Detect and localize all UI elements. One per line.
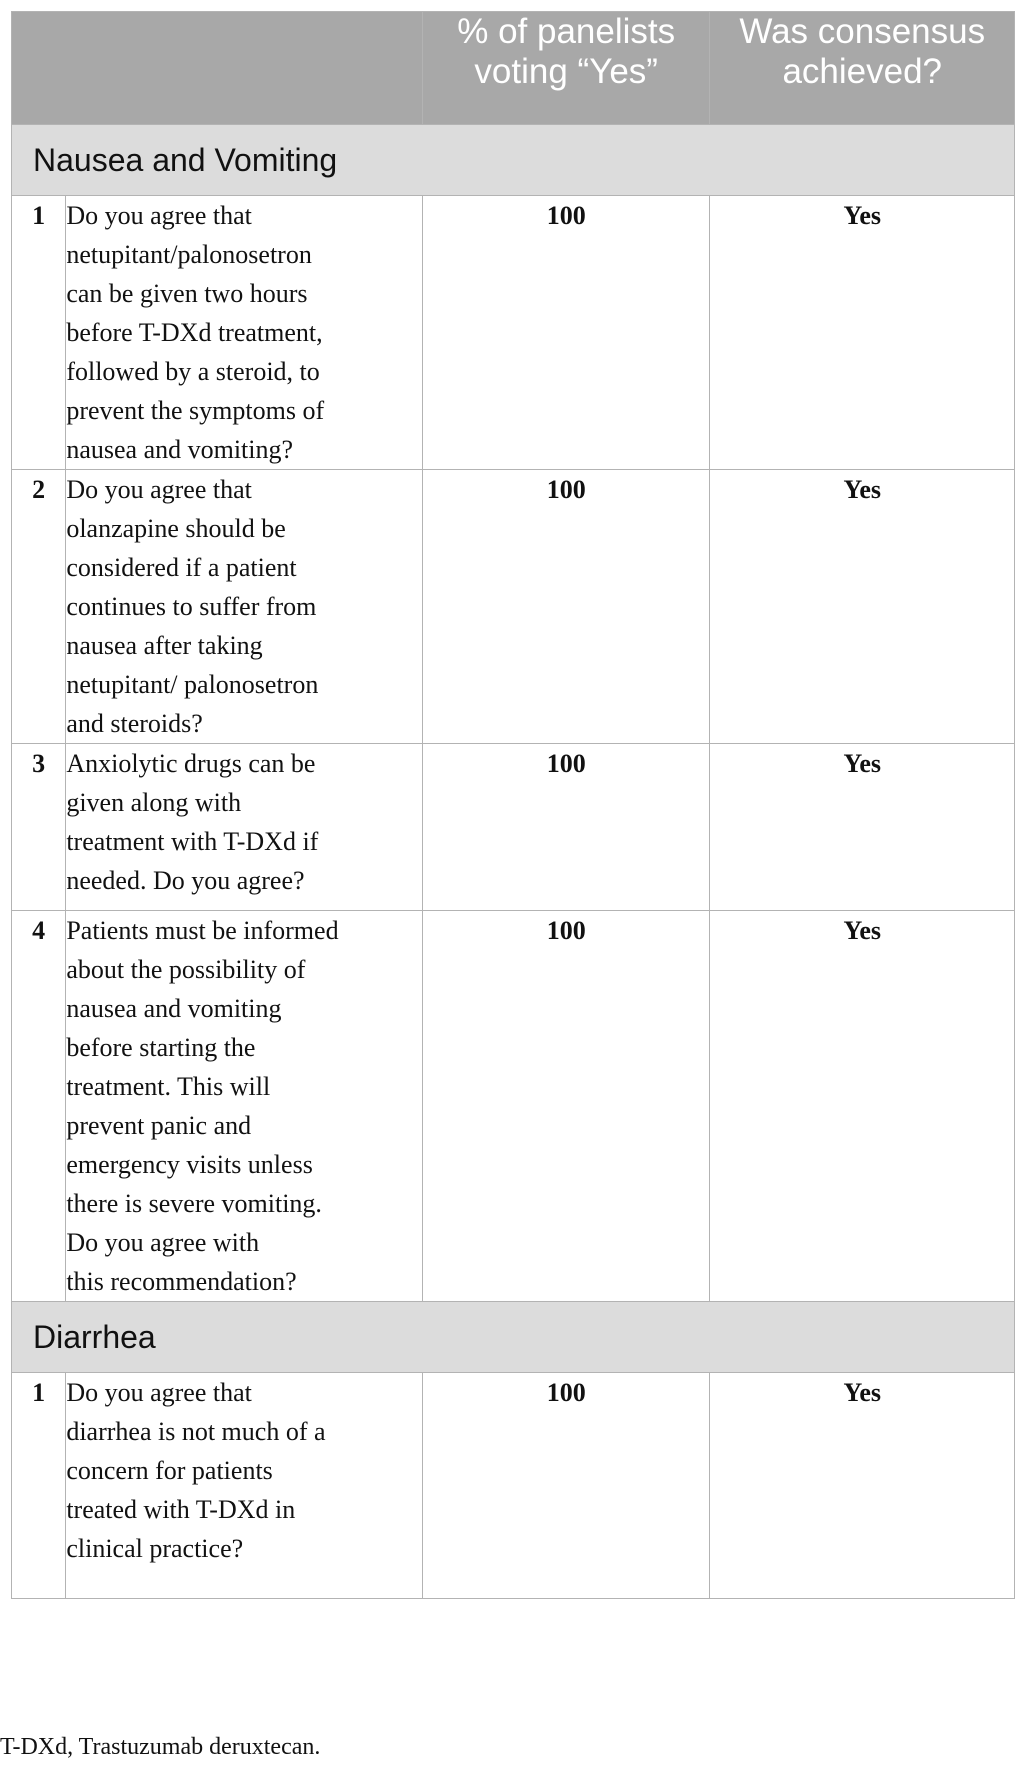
percent-yes-value: 100	[422, 196, 710, 470]
consensus-value: Yes	[710, 470, 1015, 744]
table-footnote: T-DXd, Trastuzumab deruxtecan.	[0, 1734, 321, 1760]
header-percent-yes: % of panelists voting “Yes”	[422, 12, 710, 125]
header-consensus-achieved: Was consensus achieved?	[710, 12, 1015, 125]
row-number: 1	[12, 1373, 66, 1599]
percent-yes-value: 100	[422, 911, 710, 1302]
header-blank-cell	[12, 12, 423, 125]
percent-yes-value: 100	[422, 1373, 710, 1599]
table-row	[12, 196, 1015, 470]
question-text: Do you agree that olanzapine should be considered if a patient continues to suffer from nausea after taking netupitant/ palonosetron and steroids?	[66, 470, 423, 744]
row-number: 1	[12, 196, 66, 470]
section-row-diarrhea	[12, 1302, 1015, 1373]
consensus-table	[11, 11, 1015, 1599]
question-text: Patients must be informed about the possibility of nausea and vomiting before starting the treatment. This will prevent panic and emergency visits unless there is severe vomiting. Do you agree with this recommendation?	[66, 911, 423, 1302]
consensus-value: Yes	[710, 744, 1015, 911]
percent-yes-value: 100	[422, 744, 710, 911]
percent-yes-value: 100	[422, 470, 710, 744]
row-number: 4	[12, 911, 66, 1302]
consensus-value: Yes	[710, 196, 1015, 470]
section-title: Nausea and Vomiting	[12, 125, 1015, 196]
table-row	[12, 744, 1015, 911]
row-number: 3	[12, 744, 66, 911]
row-number: 2	[12, 470, 66, 744]
question-text: Do you agree that netupitant/palonosetron can be given two hours before T-DXd treatment, followed by a steroid, to prevent the symptoms of nausea and vomiting?	[66, 196, 423, 470]
consensus-value: Yes	[710, 911, 1015, 1302]
table-row	[12, 1373, 1015, 1599]
consensus-value: Yes	[710, 1373, 1015, 1599]
table-row	[12, 470, 1015, 744]
section-title: Diarrhea	[12, 1302, 1015, 1373]
question-text: Anxiolytic drugs can be given along with treatment with T-DXd if needed. Do you agree?	[66, 744, 423, 911]
table-row	[12, 911, 1015, 1302]
table-header-row	[12, 12, 1015, 125]
question-text: Do you agree that diarrhea is not much of a concern for patients treated with T-DXd in clinical practice?	[66, 1373, 423, 1599]
section-row-nausea-vomiting	[12, 125, 1015, 196]
